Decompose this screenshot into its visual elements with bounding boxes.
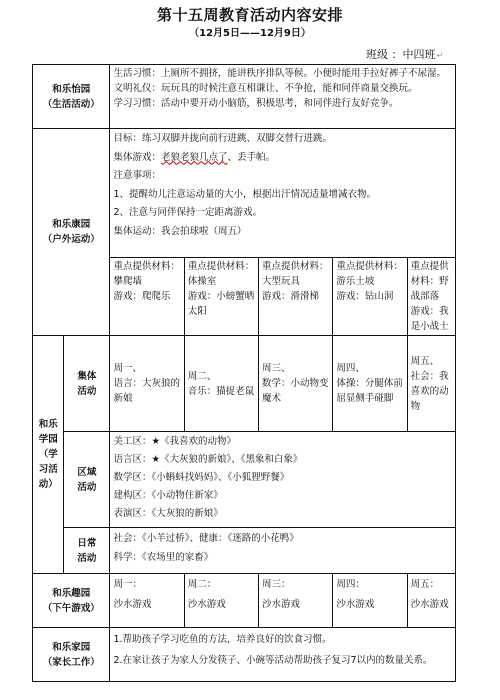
afternoon-game: 沙水游戏 (410, 599, 449, 610)
area-line: 建构区：《小动物住新家》 (113, 490, 223, 501)
class-info-text: 班级 ：中四班 (366, 48, 436, 61)
daily-label-line: 日常 (77, 537, 97, 549)
daily-content (110, 528, 456, 574)
outdoor-note: 1、提醒幼儿注意运动量的大小，根据出汗情况适量增减衣物。 (113, 188, 376, 200)
afternoon-day: 周一： (113, 579, 142, 590)
group-day-content: 数学：小动物变魔术 (262, 378, 329, 404)
area-activity-label (64, 432, 110, 528)
paragraph-mark: ↵ (436, 51, 444, 60)
afternoon-game: 沙水游戏 (187, 599, 226, 610)
document-title: 第十五周教育活动内容安排 (156, 6, 343, 24)
home-row (33, 628, 456, 682)
study-label-line: 学园 (38, 434, 58, 445)
outdoor-group-game (113, 149, 452, 168)
home-content (110, 628, 456, 682)
group-label-line: 活动 (77, 385, 97, 397)
group-label-line: 集体 (77, 370, 97, 382)
afternoon-label-line: 和乐趣园 (52, 587, 91, 599)
study-group-row (33, 336, 456, 432)
afternoon-day-cell (184, 574, 258, 628)
afternoon-day: 周四： (336, 579, 365, 590)
group-day: 周五、 (410, 355, 440, 367)
group-day: 周二、 (187, 370, 217, 382)
area-line: 数学区：《小蝌蚪找妈妈》、《小狐狸野餐》 (113, 472, 290, 483)
afternoon-label (33, 574, 110, 628)
group-day-content: 语言：大灰狼的新娘 (113, 378, 180, 404)
study-daily-row (33, 528, 456, 574)
group-day-content: 音乐：猫捉老鼠 (187, 385, 255, 397)
home-line: 1.帮助孩子学习吃鱼的方法，培养良好的饮食习惯。 (113, 634, 332, 645)
life-label-line: 和乐怡园 (52, 83, 91, 95)
station-game: 游戏：滑滑梯 (262, 291, 320, 302)
home-label-line: 和乐家园 (52, 641, 91, 653)
life-line: 生活习惯：上厕所不拥挤，能讲秩序排队等候。小便时能用手拉好裤子不尿湿。 (113, 68, 446, 79)
station-material: 重点提供材料：体操室 (187, 261, 255, 287)
station-material: 重点提供材料：攀爬墙 (113, 261, 180, 287)
group-game-suffix: 、丢手帕。 (227, 151, 275, 163)
outdoor-content (110, 129, 456, 258)
group-day: 周四、 (336, 363, 365, 374)
station-cell (110, 258, 184, 336)
group-day-cell (333, 336, 407, 432)
life-line: 文明礼仪：玩玩具的时候注意互相谦让、不争抢，能和同伴商量交换玩。 (113, 83, 418, 94)
daily-label-line: 活动 (77, 552, 97, 564)
outdoor-group-sport: 集体运动：我会拍球啦（周五） (113, 225, 247, 237)
afternoon-game: 沙水游戏 (262, 599, 301, 610)
outdoor-label-line: 和乐康园 (52, 219, 91, 230)
group-day-cell (110, 336, 184, 432)
class-info (366, 46, 443, 62)
afternoon-row (33, 574, 456, 628)
schedule-table (32, 64, 456, 682)
afternoon-day: 周五： (410, 579, 440, 590)
afternoon-game: 沙水游戏 (113, 599, 152, 610)
afternoon-day-cell (110, 574, 184, 628)
area-content (110, 432, 456, 528)
life-row (33, 65, 456, 129)
life-line: 学习习惯：活动中要开动小脑筋，积极思考，和同伴进行友好竞争。 (113, 98, 399, 109)
area-line: 语言区：★《大灰狼的新娘》、《黑象和白象》 (113, 454, 303, 465)
home-line: 2.在家让孩子为家人分发筷子、小碗等活动帮助孩子复习7以内的数量关系。 (113, 655, 433, 666)
outdoor-label (33, 129, 110, 336)
area-line: 美工区：★《我喜欢的动物》 (113, 436, 236, 447)
station-cell (333, 258, 407, 336)
station-material: 重点提供材料：野战部落 (410, 261, 449, 302)
area-line: 表演区：《大灰狼的新娘》 (113, 508, 223, 519)
station-cell (259, 258, 333, 336)
group-day: 周一、 (113, 363, 142, 374)
station-game: 游戏：爬爬乐 (113, 291, 171, 302)
outdoor-note: 2、注意与同伴保持一定距离游戏。 (113, 207, 262, 218)
group-activity-label (64, 336, 110, 432)
life-content (110, 65, 456, 129)
station-material: 重点提供材料：大型玩具 (262, 261, 329, 287)
group-day-cell (184, 336, 258, 432)
study-label-line: 习活 (38, 464, 58, 475)
afternoon-day-cell (407, 574, 455, 628)
station-cell (184, 258, 258, 336)
group-day-content: 体操：分腿体前屈显侧手碰脚 (336, 378, 403, 404)
outdoor-label-line: （户外运动） (42, 234, 100, 245)
home-label-line: （家长工作） (42, 656, 100, 668)
daily-line: 科学：《农场里的家畜》 (113, 552, 214, 563)
outdoor-row (33, 129, 456, 258)
station-game: 游戏：钻山洞 (336, 291, 394, 302)
group-day: 周三、 (262, 363, 291, 374)
station-material: 重点提供材料：游乐土坡 (336, 261, 403, 287)
date-range: （12月5日——12月9日） (189, 28, 311, 39)
group-game-name: 老狼老狼几点了 (160, 151, 228, 163)
group-day-content: 社会：我喜欢的动物 (410, 370, 449, 412)
study-label (33, 336, 64, 574)
afternoon-label-line: （下午游戏） (42, 602, 100, 614)
afternoon-day: 周三： (262, 579, 291, 590)
outdoor-goal: 目标：练习双脚并拢向前行进跳、双脚交替行进跳。 (113, 133, 332, 144)
area-label-line: 区域 (77, 466, 97, 478)
afternoon-day-cell (333, 574, 407, 628)
daily-activity-label (64, 528, 110, 574)
station-game: 游戏：我是小战士 (410, 306, 449, 332)
afternoon-day-cell (259, 574, 333, 628)
life-label-line: （生活活动） (42, 98, 100, 110)
afternoon-day: 周二： (187, 579, 217, 590)
area-label-line: 活动 (77, 481, 97, 493)
study-label-line: （学 (38, 449, 58, 460)
study-label-line: 动） (38, 479, 58, 490)
station-game: 游戏：小螃蟹晒太阳 (187, 291, 255, 317)
study-area-row (33, 432, 456, 528)
study-label-line: 和乐 (38, 419, 58, 430)
group-day-cell (259, 336, 333, 432)
outdoor-notes-title: 注意事项： (113, 170, 161, 181)
afternoon-game: 沙水游戏 (336, 599, 375, 610)
life-label (33, 65, 110, 129)
group-game-prefix: 集体游戏： (113, 151, 161, 163)
home-label (33, 628, 110, 682)
group-day-cell (407, 336, 455, 432)
station-cell (407, 258, 455, 336)
daily-line: 社会：《小羊过桥》、健康：《迷路的小花鸭》 (113, 533, 299, 544)
